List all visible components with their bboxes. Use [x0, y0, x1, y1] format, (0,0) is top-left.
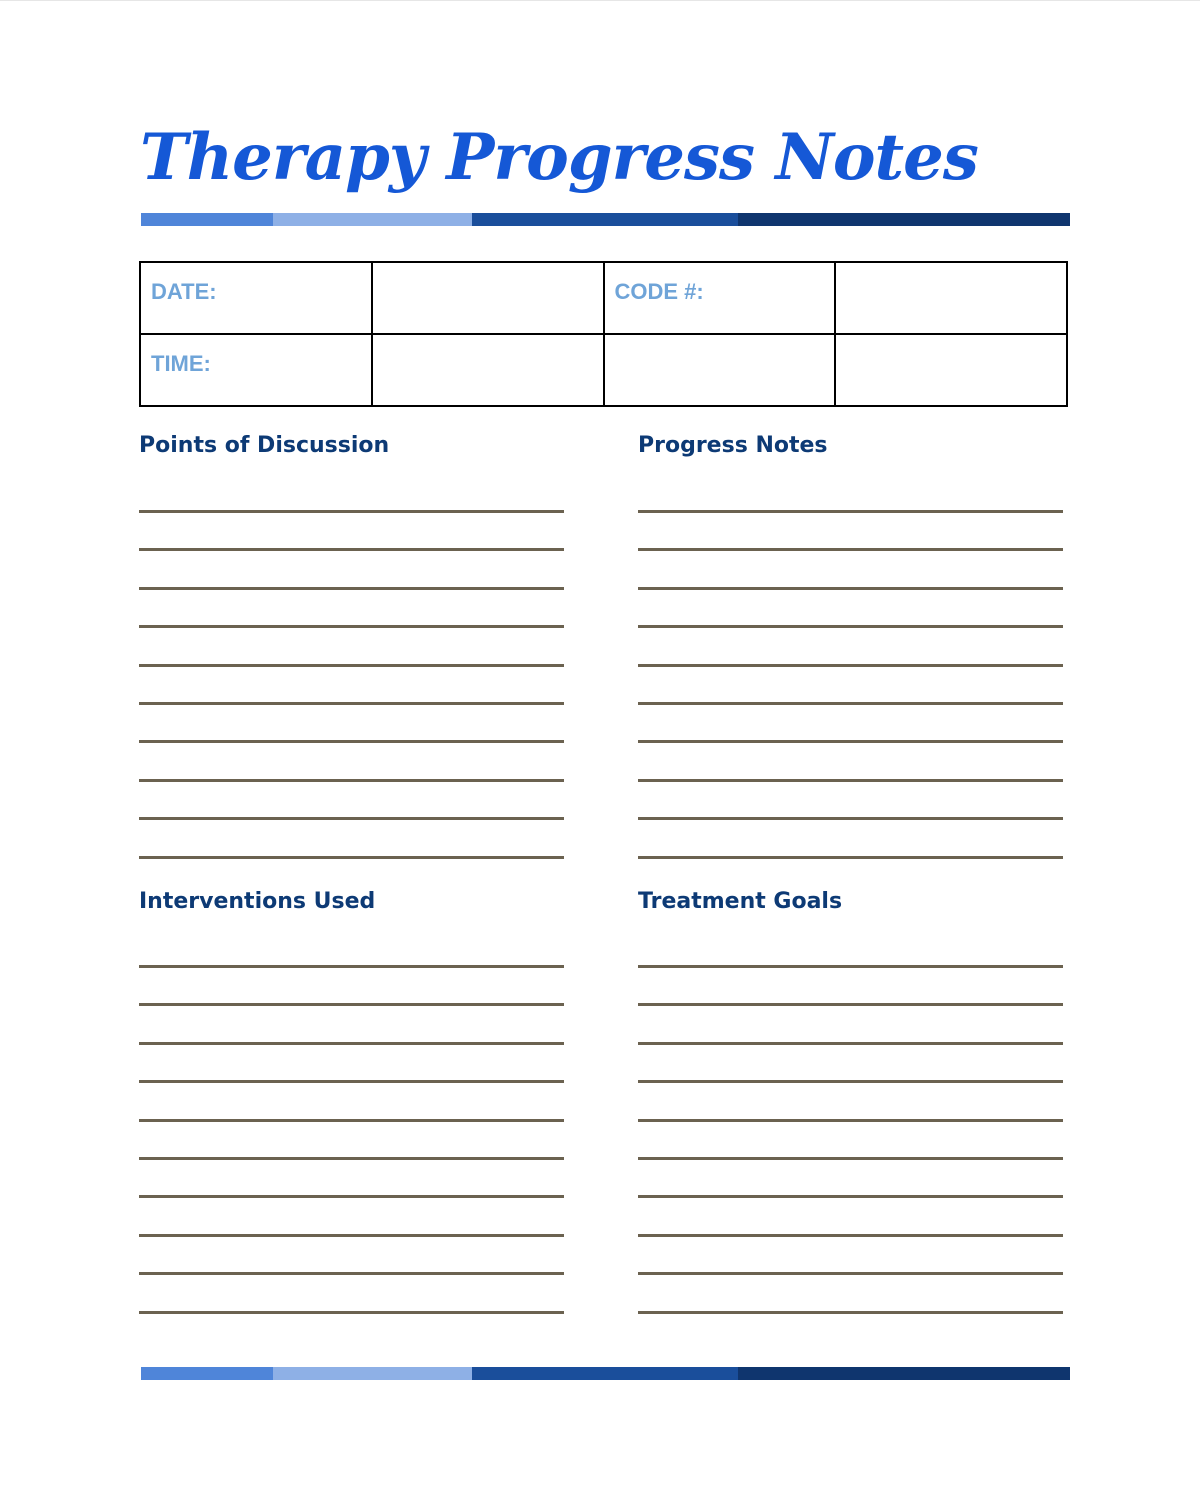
writing-line — [139, 548, 564, 551]
writing-line — [139, 1003, 564, 1006]
writing-line — [139, 740, 564, 743]
blank-cell[interactable] — [604, 334, 836, 406]
writing-line — [638, 625, 1063, 628]
points-of-discussion-heading: Points of Discussion — [139, 433, 390, 458]
page-title: Therapy Progress Notes — [140, 120, 978, 195]
header-color-stripe — [141, 213, 1070, 226]
writing-line — [638, 965, 1063, 968]
writing-line — [638, 1195, 1063, 1198]
writing-line — [638, 702, 1063, 705]
writing-line — [638, 664, 1063, 667]
writing-line — [638, 1003, 1063, 1006]
writing-line — [638, 779, 1063, 782]
page-top-border — [0, 0, 1200, 1]
stripe-segment — [472, 213, 738, 226]
writing-line — [638, 740, 1063, 743]
code-value-cell[interactable] — [835, 262, 1067, 334]
treatment-goals-heading: Treatment Goals — [638, 889, 843, 914]
writing-line — [638, 587, 1063, 590]
writing-line — [139, 856, 564, 859]
stripe-segment — [273, 213, 472, 226]
writing-line — [638, 1272, 1063, 1275]
writing-line — [139, 664, 564, 667]
time-value-cell[interactable] — [372, 334, 604, 406]
writing-line — [139, 702, 564, 705]
code-label: CODE #: — [614, 279, 704, 304]
writing-line — [139, 1080, 564, 1083]
session-info-table — [139, 261, 1068, 407]
writing-line — [638, 1080, 1063, 1083]
blank-cell[interactable] — [835, 334, 1067, 406]
time-label: TIME: — [151, 351, 211, 376]
writing-line — [139, 1234, 564, 1237]
interventions-used-heading: Interventions Used — [139, 889, 376, 914]
stripe-segment — [738, 213, 1070, 226]
stripe-segment — [738, 1367, 1070, 1380]
writing-line — [139, 817, 564, 820]
progress-notes-heading: Progress Notes — [638, 433, 828, 458]
writing-line — [638, 817, 1063, 820]
writing-line — [139, 1157, 564, 1160]
writing-line — [139, 1042, 564, 1045]
writing-line — [638, 1234, 1063, 1237]
writing-line — [139, 965, 564, 968]
footer-color-stripe — [141, 1367, 1070, 1380]
writing-line — [139, 625, 564, 628]
date-value-cell[interactable] — [372, 262, 604, 334]
date-label-cell — [140, 262, 372, 334]
writing-line — [139, 1195, 564, 1198]
writing-line — [638, 856, 1063, 859]
writing-line — [139, 1119, 564, 1122]
writing-line — [139, 1311, 564, 1314]
writing-line — [638, 1119, 1063, 1122]
writing-line — [139, 779, 564, 782]
writing-line — [638, 1157, 1063, 1160]
code-label-cell — [604, 262, 836, 334]
time-label-cell — [140, 334, 372, 406]
stripe-segment — [472, 1367, 738, 1380]
stripe-segment — [141, 213, 273, 226]
writing-line — [139, 587, 564, 590]
writing-line — [638, 548, 1063, 551]
stripe-segment — [273, 1367, 472, 1380]
writing-line — [638, 1042, 1063, 1045]
writing-line — [139, 1272, 564, 1275]
writing-line — [638, 1311, 1063, 1314]
stripe-segment — [141, 1367, 273, 1380]
date-label: DATE: — [151, 279, 217, 304]
writing-line — [638, 510, 1063, 513]
writing-line — [139, 510, 564, 513]
